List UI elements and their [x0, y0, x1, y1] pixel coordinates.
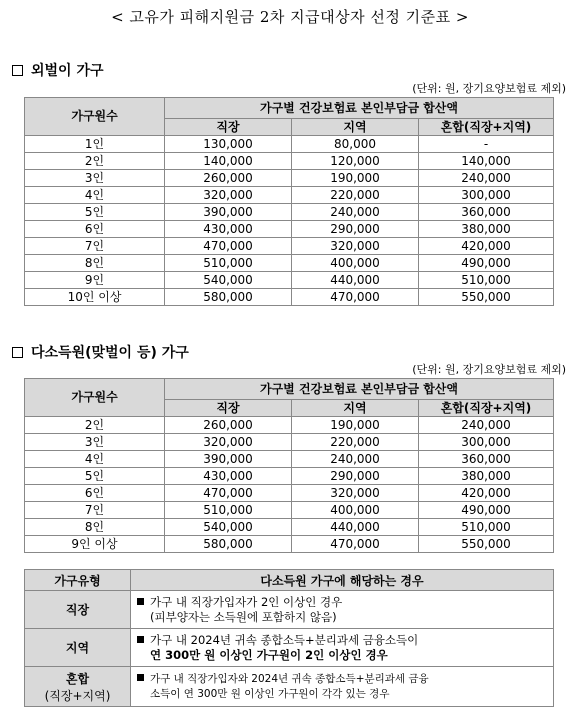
cell-regional: 440,000 [292, 272, 419, 289]
cell-members: 8인 [25, 255, 165, 272]
type-regional-label: 지역 [25, 629, 131, 667]
multi-earner-table [24, 378, 554, 553]
cell-members: 1인 [25, 136, 165, 153]
cell-mixed: 300,000 [419, 434, 554, 451]
section-title: 다소득원(맞벌이 등) 가구 [31, 345, 189, 361]
cell-mixed: 490,000 [419, 502, 554, 519]
table-row [25, 204, 554, 221]
type-employee-desc [131, 591, 554, 629]
cell-employee: 430,000 [165, 221, 292, 238]
cell-regional: 470,000 [292, 289, 419, 306]
bullet-icon [137, 674, 144, 681]
table-row [25, 255, 554, 272]
table-row [25, 502, 554, 519]
cell-employee: 320,000 [165, 434, 292, 451]
cell-mixed: 380,000 [419, 468, 554, 485]
cell-mixed: 510,000 [419, 519, 554, 536]
cell-members: 5인 [25, 204, 165, 221]
bullet-icon [137, 598, 144, 605]
header-mixed: 혼합(직장+지역) [419, 119, 554, 136]
cell-regional: 400,000 [292, 502, 419, 519]
bullet-icon [137, 636, 144, 643]
cell-regional: 240,000 [292, 204, 419, 221]
header-employee: 직장 [165, 400, 292, 417]
table-row [25, 468, 554, 485]
desc-line: 연 300만 원 이상인 가구원이 2인 이상인 경우 [150, 647, 388, 662]
checkbox-icon [12, 65, 23, 76]
cell-mixed: - [419, 136, 554, 153]
cell-mixed: 240,000 [419, 417, 554, 434]
cell-members: 9인 이상 [25, 536, 165, 553]
cell-mixed: 360,000 [419, 204, 554, 221]
cell-employee: 390,000 [165, 451, 292, 468]
cell-regional: 320,000 [292, 485, 419, 502]
table-row [25, 272, 554, 289]
cell-employee: 260,000 [165, 417, 292, 434]
table-row [25, 485, 554, 502]
cell-members: 8인 [25, 519, 165, 536]
unit-note: (단위: 원, 장기요양보험료 제외) [412, 82, 566, 95]
cell-members: 6인 [25, 485, 165, 502]
cell-members: 4인 [25, 451, 165, 468]
cell-members: 5인 [25, 468, 165, 485]
header-mixed: 혼합(직장+지역) [419, 400, 554, 417]
cell-members: 6인 [25, 221, 165, 238]
cell-employee: 540,000 [165, 519, 292, 536]
cell-regional: 120,000 [292, 153, 419, 170]
header-group: 가구별 건강보험료 본인부담금 합산액 [165, 98, 554, 119]
type-employee-label: 직장 [25, 591, 131, 629]
cell-employee: 140,000 [165, 153, 292, 170]
cell-regional: 440,000 [292, 519, 419, 536]
multi-earner-rows [25, 417, 554, 553]
type-mixed-label [25, 667, 131, 707]
cell-employee: 510,000 [165, 255, 292, 272]
cell-regional: 400,000 [292, 255, 419, 272]
household-type-table [24, 569, 554, 707]
type-mixed-desc [131, 667, 554, 707]
desc-line: 가구 내 2024년 귀속 종합소득+분리과세 금융소득이 [150, 632, 419, 647]
cell-members: 9인 [25, 272, 165, 289]
unit-note: (단위: 원, 장기요양보험료 제외) [412, 363, 566, 376]
cell-employee: 390,000 [165, 204, 292, 221]
header-regional: 지역 [292, 119, 419, 136]
table-row [25, 170, 554, 187]
cell-employee: 540,000 [165, 272, 292, 289]
cell-members: 3인 [25, 170, 165, 187]
cell-regional: 220,000 [292, 187, 419, 204]
cell-employee: 320,000 [165, 187, 292, 204]
table-row [25, 451, 554, 468]
checkbox-icon [12, 347, 23, 358]
cell-employee: 260,000 [165, 170, 292, 187]
cell-regional: 220,000 [292, 434, 419, 451]
desc-line: 가구 내 직장가입자가 2인 이상인 경우 [150, 594, 343, 609]
header-desc: 다소득원 가구에 해당하는 경우 [131, 570, 554, 591]
cell-employee: 470,000 [165, 485, 292, 502]
cell-members: 2인 [25, 153, 165, 170]
type-mixed-label-line2: (직장+지역) [44, 688, 111, 703]
table-row [25, 289, 554, 306]
cell-mixed: 380,000 [419, 221, 554, 238]
desc-line: 소득이 연 300만 원 이상인 가구원이 각각 있는 경우 [150, 687, 390, 700]
cell-members: 4인 [25, 187, 165, 204]
cell-regional: 190,000 [292, 417, 419, 434]
single-earner-table [24, 97, 554, 306]
cell-members: 7인 [25, 502, 165, 519]
table-row [25, 136, 554, 153]
table-row [25, 238, 554, 255]
cell-employee: 580,000 [165, 536, 292, 553]
cell-employee: 430,000 [165, 468, 292, 485]
cell-mixed: 490,000 [419, 255, 554, 272]
cell-regional: 320,000 [292, 238, 419, 255]
header-type: 가구유형 [25, 570, 131, 591]
page-title: < 고유가 피해지원금 2차 지급대상자 선정 기준표 > [111, 8, 469, 26]
desc-line: 가구 내 직장가입자와 2024년 귀속 종합소득+분리과세 금융 [150, 672, 429, 685]
cell-mixed: 420,000 [419, 238, 554, 255]
cell-mixed: 300,000 [419, 187, 554, 204]
cell-employee: 470,000 [165, 238, 292, 255]
cell-employee: 510,000 [165, 502, 292, 519]
header-members: 가구원수 [25, 379, 165, 417]
desc-line: (피부양자는 소득원에 포함하지 않음) [150, 609, 337, 624]
table-row [25, 519, 554, 536]
cell-regional: 470,000 [292, 536, 419, 553]
table-row [25, 434, 554, 451]
cell-mixed: 420,000 [419, 485, 554, 502]
cell-mixed: 550,000 [419, 536, 554, 553]
cell-mixed: 240,000 [419, 170, 554, 187]
cell-regional: 290,000 [292, 468, 419, 485]
single-earner-rows [25, 136, 554, 306]
table-row [25, 417, 554, 434]
cell-members: 3인 [25, 434, 165, 451]
table-row [25, 153, 554, 170]
table-row [25, 221, 554, 238]
cell-mixed: 510,000 [419, 272, 554, 289]
header-regional: 지역 [292, 400, 419, 417]
header-group: 가구별 건강보험료 본인부담금 합산액 [165, 379, 554, 400]
cell-employee: 580,000 [165, 289, 292, 306]
cell-regional: 80,000 [292, 136, 419, 153]
type-regional-desc [131, 629, 554, 667]
header-members: 가구원수 [25, 98, 165, 136]
cell-mixed: 360,000 [419, 451, 554, 468]
cell-employee: 130,000 [165, 136, 292, 153]
cell-members: 7인 [25, 238, 165, 255]
cell-members: 2인 [25, 417, 165, 434]
section-heading-multi [12, 342, 189, 362]
table-row [25, 187, 554, 204]
cell-regional: 240,000 [292, 451, 419, 468]
type-mixed-label-line1: 혼합 [65, 671, 90, 686]
cell-mixed: 550,000 [419, 289, 554, 306]
table-row [25, 536, 554, 553]
cell-mixed: 140,000 [419, 153, 554, 170]
cell-regional: 190,000 [292, 170, 419, 187]
cell-members: 10인 이상 [25, 289, 165, 306]
header-employee: 직장 [165, 119, 292, 136]
section-title: 외벌이 가구 [31, 63, 104, 79]
section-heading-single [12, 60, 104, 80]
cell-regional: 290,000 [292, 221, 419, 238]
